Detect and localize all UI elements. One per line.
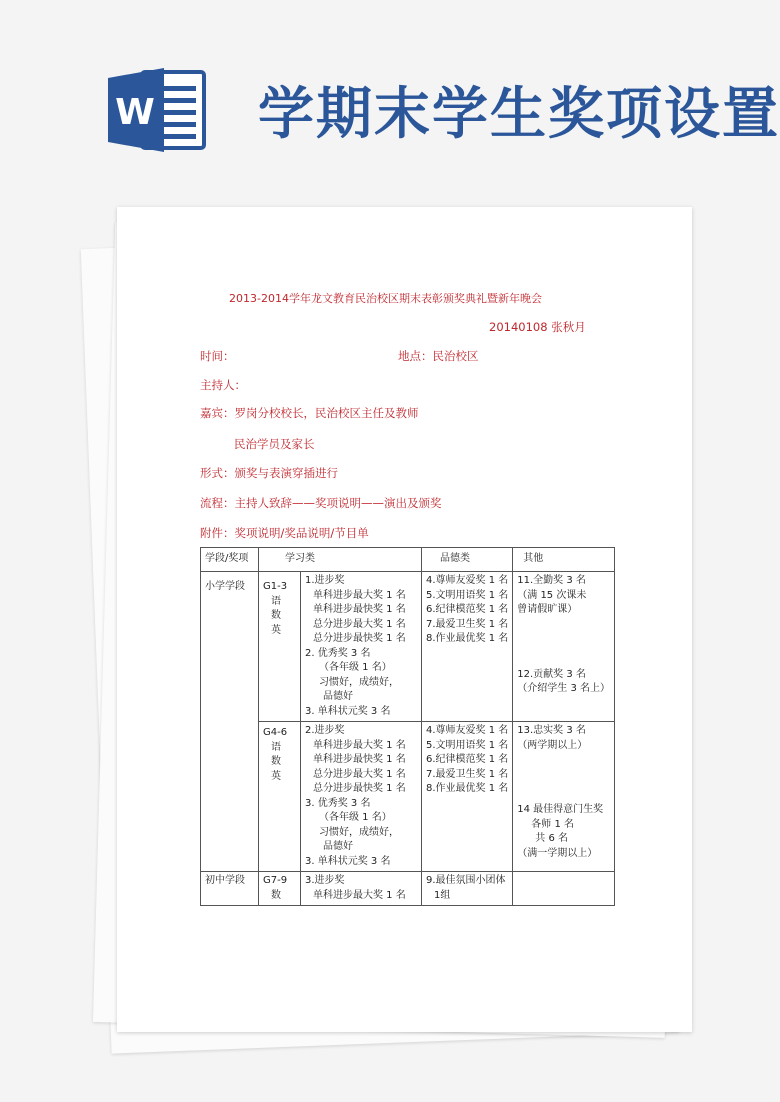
document-page <box>117 207 692 1032</box>
study-awards-cell: 1.进步奖 单科进步最大奖 1 名 单科进步最快奖 1 名 总分进步最大奖 1 名 总分进步最快奖 1 名 2. 优秀奖 3 名 （各年级 1 名） 习惯好，成绩好， 品德好 3. 单科状元奖 3 名 <box>301 572 422 722</box>
grade-cell: G1-3 语 数 英 <box>259 572 301 722</box>
table-row <box>201 722 615 872</box>
other-awards-cell: 11.全勤奖 3 名 （满 15 次课未 曾请假旷课） 12.贡献奖 3 名 （介绍学生 3 名上） <box>513 572 615 722</box>
stage-cell: 小学学段 <box>201 572 259 872</box>
study-awards-cell: 3.进步奖 单科进步最大奖 1 名 <box>301 872 422 906</box>
awards-table <box>200 547 615 906</box>
info-format: 形式：颁奖与表演穿插进行 <box>200 466 338 480</box>
info-place: 地点：民治校区 <box>398 349 479 363</box>
moral-awards-cell: 4.尊师友爱奖 1 名 5.文明用语奖 1 名 6.纪律模范奖 1 名 7.最爱卫生奖 1 名 8.作业最优奖 1 名 <box>422 722 513 872</box>
document-title: 2013-2014学年龙文教育民治校区期末表彰颁奖典礼暨新年晚会 <box>229 292 542 305</box>
info-process: 流程：主持人致辞——奖项说明——演出及颁奖 <box>200 496 442 510</box>
table-row <box>201 872 615 906</box>
info-attachment: 附件：奖项说明/奖品说明/节目单 <box>200 526 369 540</box>
info-host: 主持人： <box>200 378 246 392</box>
document-date-author: 20140108 张秋月 <box>489 320 586 334</box>
header-cell: 学段/奖项 <box>201 548 259 572</box>
header-cell: 学习类 <box>259 548 422 572</box>
study-awards-cell: 2.进步奖 单科进步最大奖 1 名 单科进步最快奖 1 名 总分进步最大奖 1 名 总分进步最快奖 1 名 3. 优秀奖 3 名 （各年级 1 名） 习惯好，成绩好， 品德好 3. 单科状元奖 3 名 <box>301 722 422 872</box>
grade-cell: G7-9 数 <box>259 872 301 906</box>
page-title: 学期末学生奖项设置 <box>258 81 780 147</box>
stage-cell: 初中学段 <box>201 872 259 906</box>
word-icon <box>108 68 208 152</box>
table-header-row <box>201 548 615 572</box>
moral-awards-cell: 4.尊师友爱奖 1 名 5.文明用语奖 1 名 6.纪律模范奖 1 名 7.最爱卫生奖 1 名 8.作业最优奖 1 名 <box>422 572 513 722</box>
other-awards-cell: 13.忠实奖 3 名 （两学期以上） 14 最佳得意门生奖 各师 1 名 共 6 名 （满一学期以上） <box>513 722 615 872</box>
svg-text:W: W <box>115 92 155 133</box>
grade-cell: G4-6 语 数 英 <box>259 722 301 872</box>
moral-awards-cell: 9.最佳氛围小团体 1组 <box>422 872 513 906</box>
other-awards-cell <box>513 872 615 906</box>
info-guests-continued: 民治学员及家长 <box>234 437 315 451</box>
table-row <box>201 572 615 722</box>
info-guests: 嘉宾：罗岗分校校长，民治校区主任及教师 <box>200 406 419 420</box>
header-cell: 品德类 <box>422 548 513 572</box>
header-cell: 其他 <box>513 548 615 572</box>
info-time: 时间： <box>200 349 235 363</box>
